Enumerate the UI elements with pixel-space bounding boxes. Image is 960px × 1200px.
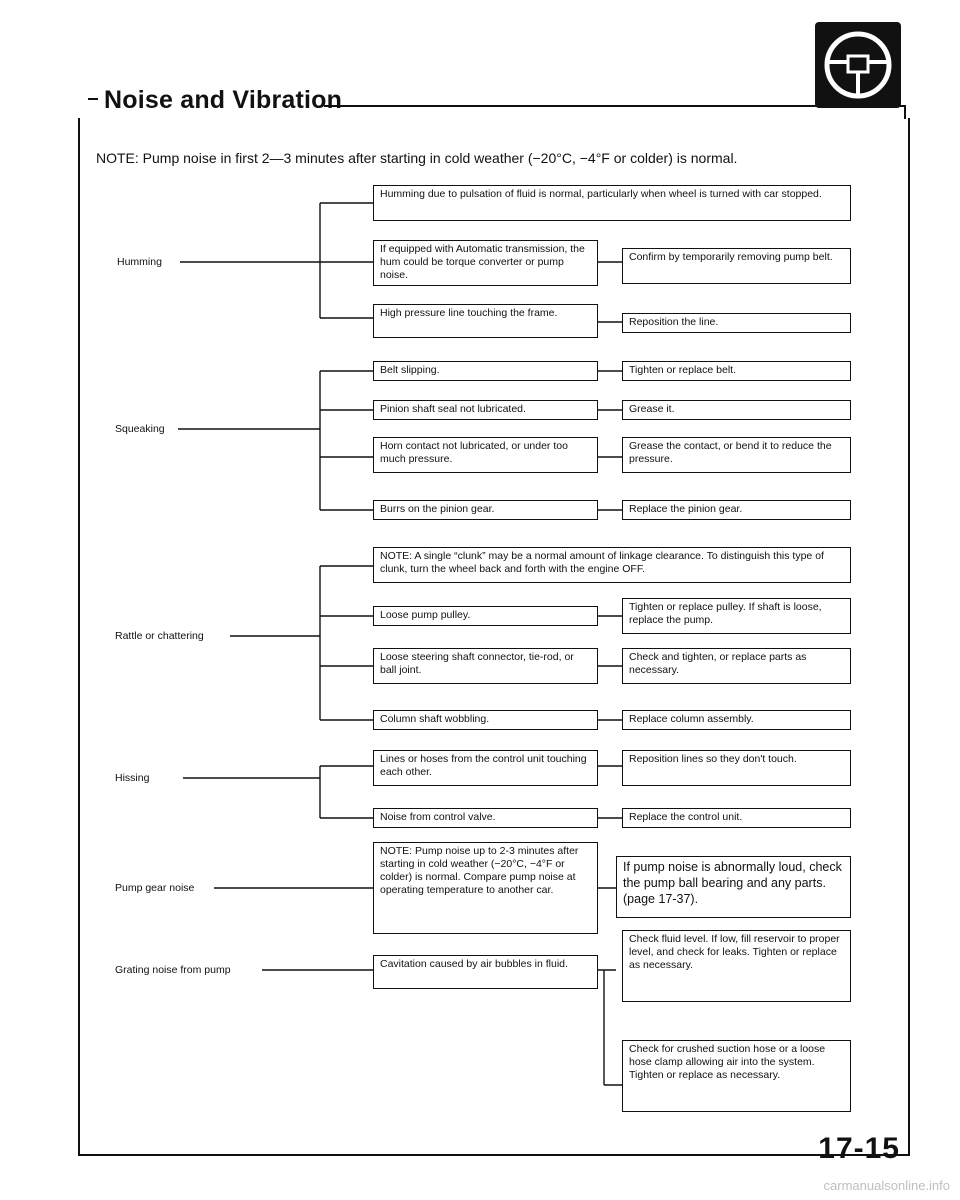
cold-weather-note: NOTE: Pump noise in first 2—3 minutes after starting in cold weather (−20°C, −4°F or colder) is normal.	[96, 150, 738, 166]
cause-ra-pulley: Loose pump pulley.	[373, 606, 598, 626]
cause-sq-horn: Horn contact not lubricated, or under too much pressure.	[373, 437, 598, 473]
symptom-hissing: Hissing	[115, 772, 150, 784]
cause-hum-pulsation: Humming due to pulsation of fluid is normal, particularly when wheel is turned with car stopped.	[373, 185, 851, 221]
cause-sq-burrs: Burrs on the pinion gear.	[373, 500, 598, 520]
remedy-gr-fluid: Check fluid level. If low, fill reservoir to proper level, and check for leaks. Tighten or replace as necessary.	[622, 930, 851, 1002]
remedy-sq-grease: Grease it.	[622, 400, 851, 420]
cause-hi-valve: Noise from control valve.	[373, 808, 598, 828]
remedy-sq-contact: Grease the contact, or bend it to reduce the pressure.	[622, 437, 851, 473]
page-title: Noise and Vibration	[104, 86, 343, 114]
remedy-gr-suction: Check for crushed suction hose or a loose hose clamp allowing air into the system. Tighten or replace as necessary.	[622, 1040, 851, 1112]
remedy-sq-pinion: Replace the pinion gear.	[622, 500, 851, 520]
cause-hum-automatic: If equipped with Automatic transmission, the hum could be torque converter or pump noise.	[373, 240, 598, 286]
symptom-squeaking: Squeaking	[115, 423, 165, 435]
remedy-hi-replace: Replace the control unit.	[622, 808, 851, 828]
remedy-hi-reposition: Reposition lines so they don't touch.	[622, 750, 851, 786]
remedy-ra-column: Replace column assembly.	[622, 710, 851, 730]
symptom-grating: Grating noise from pump	[115, 964, 231, 976]
remedy-ra-pulley: Tighten or replace pulley. If shaft is loose, replace the pump.	[622, 598, 851, 634]
symptom-pump-gear: Pump gear noise	[115, 882, 195, 894]
cause-ra-connector: Loose steering shaft connector, tie-rod, or ball joint.	[373, 648, 598, 684]
cause-ra-note: NOTE: A single “clunk” may be a normal amount of linkage clearance. To distinguish this type of clunk, turn the wheel back and forth with the engine OFF.	[373, 547, 851, 583]
cause-ra-column: Column shaft wobbling.	[373, 710, 598, 730]
cause-hi-lines: Lines or hoses from the control unit touching each other.	[373, 750, 598, 786]
symptom-rattle: Rattle or chattering	[115, 630, 204, 642]
symptom-humming: Humming	[117, 256, 162, 268]
cause-sq-pinion: Pinion shaft seal not lubricated.	[373, 400, 598, 420]
cause-gr-cavitation: Cavitation caused by air bubbles in fluid.	[373, 955, 598, 989]
remedy-sq-tighten: Tighten or replace belt.	[622, 361, 851, 381]
remedy-pg-abnormal: If pump noise is abnormally loud, check the pump ball bearing and any parts. (page 17-37).	[616, 856, 851, 918]
cause-hum-line: High pressure line touching the frame.	[373, 304, 598, 338]
remedy-hum-reposition: Reposition the line.	[622, 313, 851, 333]
remedy-ra-check: Check and tighten, or replace parts as necessary.	[622, 648, 851, 684]
remedy-hum-confirm: Confirm by temporarily removing pump belt.	[622, 248, 851, 284]
cause-pg-note: NOTE: Pump noise up to 2-3 minutes after starting in cold weather (−20°C, −4°F or colder) is normal. Compare pump noise at operating temperature to another car.	[373, 842, 598, 934]
page-number: 17-15	[818, 1132, 900, 1165]
watermark: carmanualsonline.info	[823, 1178, 950, 1193]
cause-sq-belt: Belt slipping.	[373, 361, 598, 381]
